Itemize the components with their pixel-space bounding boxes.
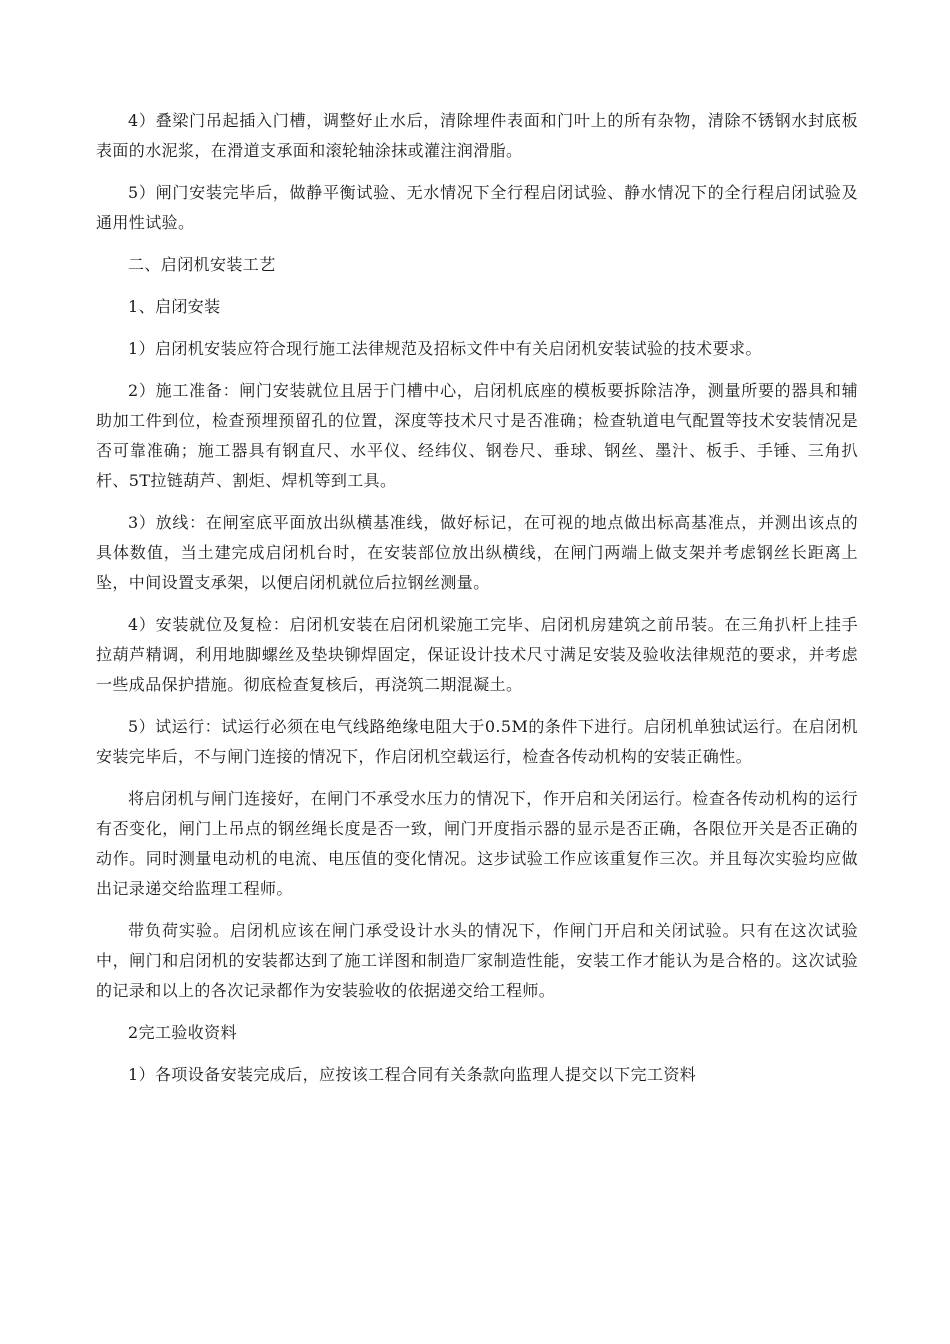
paragraph-completion-docs-step1: 1）各项设备安装完成后，应按该工程合同有关条款向监理人提交以下完工资料: [128, 1065, 697, 1084]
subsection-heading-hoist-install: 1、启闭安装: [128, 297, 221, 316]
paragraph-hoist-step5-trial-run: 5）试运行：试运行必须在电气线路绝缘电阻大于0.5M的条件下进行。启闭机单独试运行。在启闭机安装完毕后，不与闸门连接的情况下，作启闭机空载运行，检查各传动机构的安装正确性。: [96, 717, 858, 766]
paragraph-hoist-step4-positioning: 4）安装就位及复检：启闭机安装在启闭机梁施工完毕、启闭机房建筑之前吊装。在三角扒杆上挂手拉葫芦精调，利用地脚螺丝及垫块铆焊固定，保证设计技术尺寸满足安装及验收法律规范的要求，并考虑一些成品保护措施。彻底检查复核后，再浇筑二期混凝土。: [96, 615, 858, 694]
paragraph-hoist-step3-layout: 3）放线：在闸室底平面放出纵横基准线，做好标记，在可视的地点做出标高基准点，并测出该点的具体数值，当土建完成启闭机台时，在安装部位放出纵横线，在闸门两端上做支架并考虑钢丝长距离上坠，中间设置支承架，以便启闭机就位后拉钢丝测量。: [96, 513, 858, 592]
paragraph-load-test: 带负荷实验。启闭机应该在闸门承受设计水头的情况下，作闸门开启和关闭试验。只有在这次试验中，闸门和启闭机的安装都达到了施工详图和制造厂家制造性能，安装工作才能认为是合格的。这次试验的记录和以上的各次记录都作为安装验收的依据递交给工程师。: [96, 921, 858, 1000]
section-heading-hoist-installation: 二、启闭机安装工艺: [128, 255, 276, 274]
paragraph-gate-installation-step4: 4）叠梁门吊起插入门槽，调整好止水后，清除埋件表面和门叶上的所有杂物，清除不锈钢水封底板表面的水泥浆，在滑道支承面和滚轮轴涂抹或灌注润滑脂。: [96, 111, 858, 160]
subsection-heading-completion-docs: 2完工验收资料: [128, 1023, 237, 1042]
paragraph-hoist-step2-preparation: 2）施工准备：闸门安装就位且居于门槽中心，启闭机底座的模板要拆除洁净，测量所要的器具和辅助加工件到位，检查预埋预留孔的位置，深度等技术尺寸是否准确；检查轨道电气配置等技术安装情况是否可靠准确；施工器具有钢直尺、水平仪、经纬仪、钢卷尺、垂球、钢丝、墨汁、板手、手锤、三角扒杆、5T拉链葫芦、割炬、焊机等到工具。: [96, 381, 858, 490]
document-page: [96, 106, 858, 1102]
paragraph-gate-installation-step5: 5）闸门安装完毕后，做静平衡试验、无水情况下全行程启闭试验、静水情况下的全行程启闭试验及通用性试验。: [96, 183, 858, 232]
paragraph-connected-trial: 将启闭机与闸门连接好，在闸门不承受水压力的情况下，作开启和关闭运行。检查各传动机构的运行有否变化，闸门上吊点的钢丝绳长度是否一致，闸门开度指示器的显示是否正确，各限位开关是否正确的动作。同时测量电动机的电流、电压值的变化情况。这步试验工作应该重复作三次。并且每次实验均应做出记录递交给监理工程师。: [96, 789, 858, 898]
paragraph-hoist-step1: 1）启闭机安装应符合现行施工法律规范及招标文件中有关启闭机安装试验的技术要求。: [128, 339, 762, 358]
